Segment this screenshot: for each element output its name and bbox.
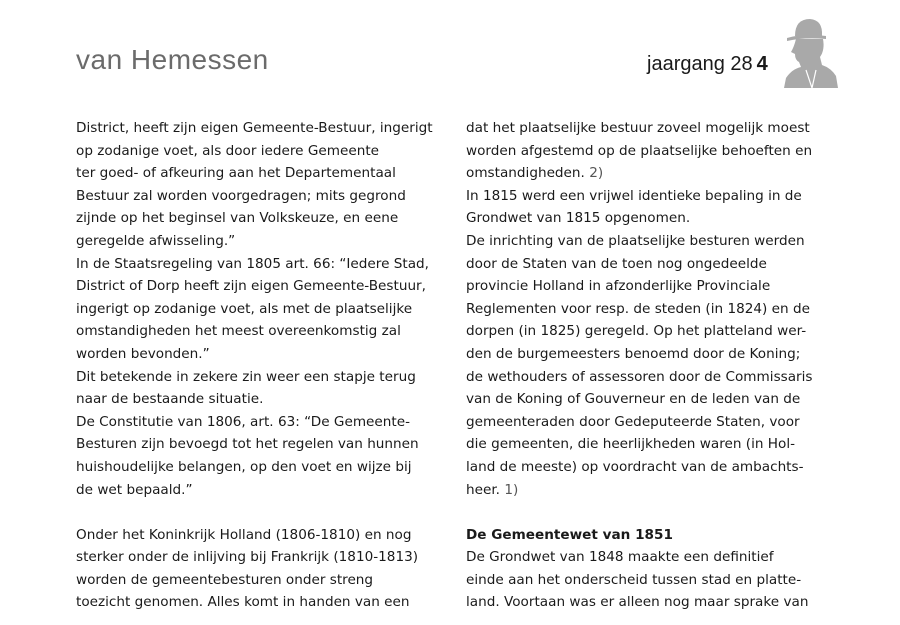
text-line: toezicht genomen. Alles komt in handen van een — [76, 594, 410, 611]
text-line: worden afgestemd op de plaatselijke behoeften en — [466, 142, 813, 159]
text-line: worden de gemeentebesturen onder streng — [76, 571, 374, 588]
text-line: heer. 1) — [466, 481, 519, 498]
text-line: Grondwet van 1815 opgenomen. — [466, 210, 691, 227]
text-line: de wet bepaald.” — [76, 481, 193, 498]
text-line: ter goed- of afkeuring aan het Departementaal — [76, 165, 396, 182]
silhouette-man-hat-icon — [782, 14, 838, 88]
page-number: 4 — [756, 53, 768, 75]
text-line: De Constitutie van 1806, art. 63: “De Gemeente- — [76, 413, 410, 430]
text-line: land de meeste) op voordracht van de ambachts- — [466, 458, 804, 475]
text-line: Onder het Koninkrijk Holland (1806-1810) en nog — [76, 526, 412, 543]
text-line: provincie Holland in afzonderlijke Provinciale — [466, 278, 771, 295]
text-line: District of Dorp heeft zijn eigen Gemeente-Bestuur, — [76, 278, 426, 295]
text-line: einde aan het onderscheid tussen stad en platte- — [466, 571, 802, 588]
text-line: In 1815 werd een vrijwel identieke bepaling in de — [466, 187, 802, 204]
blank-line — [76, 501, 426, 524]
volume-label: jaargang 28 — [647, 53, 753, 75]
text-line: die gemeenten, die heerlijkheden waren (in Hol- — [466, 436, 796, 453]
text-line: Dit betekende in zekere zin weer een stapje terug — [76, 368, 416, 385]
text-line: De inrichting van de plaatselijke besturen werden — [466, 232, 805, 249]
text-line: Reglementen voor resp. de steden (in 1824) en de — [466, 300, 810, 317]
text-line: gemeenteraden door Gedeputeerde Staten, voor — [466, 413, 800, 430]
text-line: District, heeft zijn eigen Gemeente-Bestuur, ingerigt — [76, 120, 433, 136]
text-line: dorpen (in 1825) geregeld. Op het platteland wer- — [466, 323, 807, 340]
text-line: Bestuur zal worden voorgedragen; mits gegrond — [76, 187, 406, 204]
text-line: naar de bestaande situatie. — [76, 391, 264, 408]
volume-page-label — [647, 53, 768, 76]
right-column — [466, 117, 816, 614]
text-line: sterker onder de inlijving bij Frankrijk (1810-1813) — [76, 549, 419, 566]
text-line: In de Staatsregeling van 1805 art. 66: “Iedere Stad, — [76, 255, 429, 272]
text-line: De Grondwet van 1848 maakte een definitief — [466, 549, 774, 566]
section-heading: De Gemeentewet van 1851 — [466, 526, 673, 543]
text-line: ingerigt op zodanige voet, als met de plaatselijke — [76, 300, 413, 317]
left-column — [76, 117, 433, 614]
page-title: van Hemessen — [76, 44, 269, 75]
text-line: huishoudelijke belangen, op den voet en wijze bij — [76, 458, 412, 475]
blank-line — [466, 501, 816, 524]
text-line: dat het plaatselijke bestuur zoveel mogelijk moest — [466, 120, 810, 136]
footnote-ref: 1) — [504, 481, 519, 498]
text-line: geregelde afwisseling.” — [76, 232, 236, 249]
text-line: van de Koning of Gouverneur en de leden van de — [466, 391, 801, 408]
text-line: op zodanige voet, als door iedere Gemeente — [76, 142, 380, 159]
footnote-ref: 2) — [589, 165, 604, 182]
text-line: omstandigheden het meest overeenkomstig zal — [76, 323, 401, 340]
text-line: den de burgemeesters benoemd door de Koning; — [466, 345, 801, 362]
text-line: zijnde op het beginsel van Volkskeuze, en eene — [76, 210, 399, 227]
text-line: land. Voortaan was er alleen nog maar sprake van — [466, 594, 809, 611]
text-line: worden bevonden.” — [76, 345, 210, 362]
text-line: omstandigheden. 2) — [466, 165, 604, 182]
text-line: de wethouders of assessoren door de Commissaris — [466, 368, 813, 385]
text-line: door de Staten van de toen nog ongedeelde — [466, 255, 767, 272]
text-line: Besturen zijn bevoegd tot het regelen van hunnen — [76, 436, 419, 453]
